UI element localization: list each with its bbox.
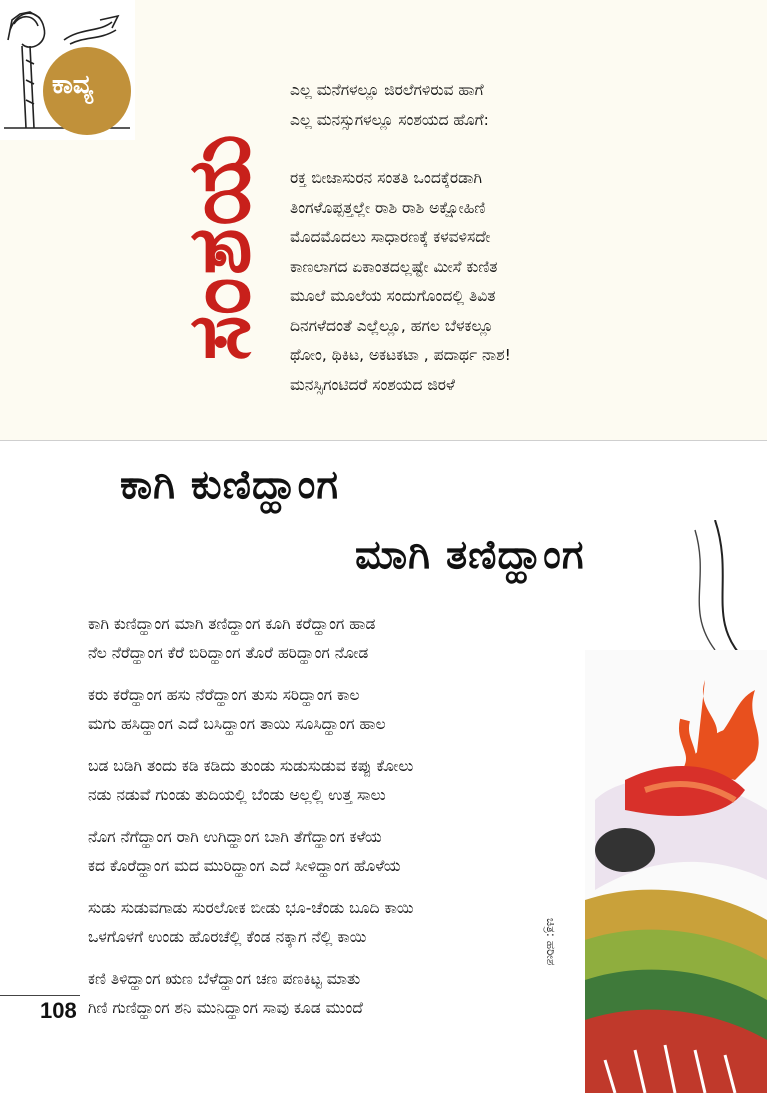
top-poem: [290, 76, 750, 400]
poem-line: ಮೂಲೆ ಮೂಲೆಯ ಸಂದುಗೊಂದಲ್ಲಿ ತಿವಿತ: [290, 287, 496, 305]
poem-line: ಕಣಿ ತಿಳಿದ್ಹಾಂಗ ಋಣ ಬೆಳೆದ್ಹಾಂಗ ಚಣ ಪಣಕಿಟ್ಟ ಮಾತು: [88, 970, 361, 988]
poem-line: ಕಾಣಲಾಗದ ಏಕಾಂತದಲ್ಲಷ್ಟೇ ಮೀಸೆ ಕುಣಿತ: [290, 257, 498, 276]
poem-line: ನೊಗ ನೆಗೆದ್ಹಾಂಗ ರಾಗಿ ಉಗಿದ್ಹಾಂಗ ಬಾಗಿ ತೆಗೆದ್ಹಾಂಗ ಕಳೆಯ: [88, 828, 382, 846]
top-poem-panel: [0, 0, 767, 441]
page-number-rule: [0, 995, 80, 996]
stanza: [88, 681, 588, 739]
poem-line: ತಿಂಗಳೊಪ್ಪತ್ತಲ್ಲೇ ರಾಶಿ ರಾಶಿ ಅಕ್ಷೋಹಿಣಿ: [290, 198, 486, 217]
poem-line: ಸುಡು ಸುಡುವಗಾಡು ಸುರಲೋಕ ಬೀಡು ಭೂ-ಚೆಂಡು ಬೂದಿ ಕಾಯಿ: [88, 899, 414, 917]
page-number: 108: [40, 998, 77, 1023]
illustration-art: [585, 520, 767, 1093]
poem-line: ಕದ ಕೊರೆದ್ಹಾಂಗ ಮದ ಮುರಿದ್ಹಾಂಗ ಎದೆ ಸೀಳಿದ್ಹಾಂಗ ಹೊಳೆಯ: [88, 857, 401, 875]
side-title: [160, 40, 280, 410]
poem-line: ಒಳಗೊಳಗೆ ಉಂಡು ಹೊರಚೆಲ್ಲಿ ಕೆಂಡ ನಕ್ಕಾಗ ನೆಲ್ಲಿ ಕಾಯಿ: [88, 928, 367, 946]
stanza: [88, 965, 588, 1023]
stanza: [88, 610, 588, 668]
poem-line: ಕಾಗಿ ಕುಣಿದ್ಹಾಂಗ ಮಾಗಿ ತಣಿದ್ಹಾಂಗ ಕೂಗಿ ಕರೆದ್ಹಾಂಗ ಹಾಡ: [88, 615, 376, 633]
poem-line: ಎಲ್ಲ ಮನಸ್ಸುಗಳಲ್ಲೂ ಸಂಶಯದ ಹೊಗೆ:: [290, 110, 489, 129]
poem-line: ದಿನಗಳೆದಂತೆ ಎಲ್ಲೆಲ್ಲೂ, ಹಗಲ ಬೆಳಕಲ್ಲೂ: [290, 316, 494, 335]
poem-line: ಮಗು ಹಸಿದ್ಹಾಂಗ ಎದೆ ಬಸಿದ್ಹಾಂಗ ತಾಯಿ ಸೂಸಿದ್ಹಾಂಗ ಹಾಲ: [88, 715, 386, 733]
poem-title-line-1: ಕಾಗಿ ಕುಣಿದ್ಹಾಂಗ: [120, 462, 340, 508]
kavya-logo: [0, 0, 135, 140]
stanza: [88, 752, 588, 810]
artist-credit: ಚಿತ್ರ: ಹರೀಶ: [544, 918, 558, 966]
stanza: [88, 894, 588, 952]
poem-line: ಗಿಣಿ ಗುಣಿದ್ಹಾಂಗ ಶನಿ ಮುನಿದ್ಹಾಂಗ ಸಾವು ಕೂಡ ಮುಂದೆ: [88, 999, 363, 1017]
poem-line: ಮನಸ್ಸಿಗಂಟಿದರೆ ಸಂಶಯದ ಜಿರಳೆ: [290, 375, 455, 394]
poem-line: ನೆಲ ನೆರೆದ್ಹಾಂಗ ಕೆರೆ ಬಿರಿದ್ಹಾಂಗ ತೊರೆ ಹರಿದ್ಹಾಂಗ ನೋಡ: [88, 644, 369, 662]
poem-line: ಎಲ್ಲ ಮನೆಗಳಲ್ಲೂ ಜಿರಲೆಗಳಿರುವ ಹಾಗೆ: [290, 81, 484, 99]
poem-line: ಮೊದಮೊದಲು ಸಾಧಾರಣಕ್ಕೆ ಕಳವಳಿಸದೇ: [290, 228, 491, 246]
poem-title-line-2: ಮಾಗಿ ತಣಿದ್ಹಾಂಗ: [355, 532, 585, 578]
side-title-text: ಸಂಶಯ: [168, 132, 270, 361]
poem-line: ನಡು ನಡುವೆ ಗುಂಡು ತುದಿಯಲ್ಲಿ ಬೆಂಡು ಅಲ್ಲಲ್ಲಿ ಉತ್ತ ಸಾಲು: [88, 786, 386, 804]
poem-line: ಬಡ ಬಡಿಗಿ ತಂದು ಕಡಿ ಕಡಿದು ತುಂಡು ಸುಡುಸುಡುವ ಕಪ್ಪು ಕೋಲು: [88, 757, 414, 775]
poem-line: ಕರು ಕರೆದ್ಹಾಂಗ ಹಸು ನೆರೆದ್ಹಾಂಗ ತುಸು ಸರಿದ್ಹಾಂಗ ಕಾಲ: [88, 686, 360, 704]
main-poem: [88, 610, 588, 1036]
logo-text: ಕಾವ್ಯ: [52, 70, 94, 100]
poem-line: ರಕ್ತ ಬೀಜಾಸುರನ ಸಂತತಿ ಒಂದಕ್ಕೆರಡಾಗಿ: [290, 169, 482, 187]
stanza: [88, 823, 588, 881]
poem-line: ಥೋಂ, ಥಿಕಿಟ, ಅಕಟಕಟಾ , ಪದಾರ್ಥ ನಾಶ!: [290, 346, 511, 364]
